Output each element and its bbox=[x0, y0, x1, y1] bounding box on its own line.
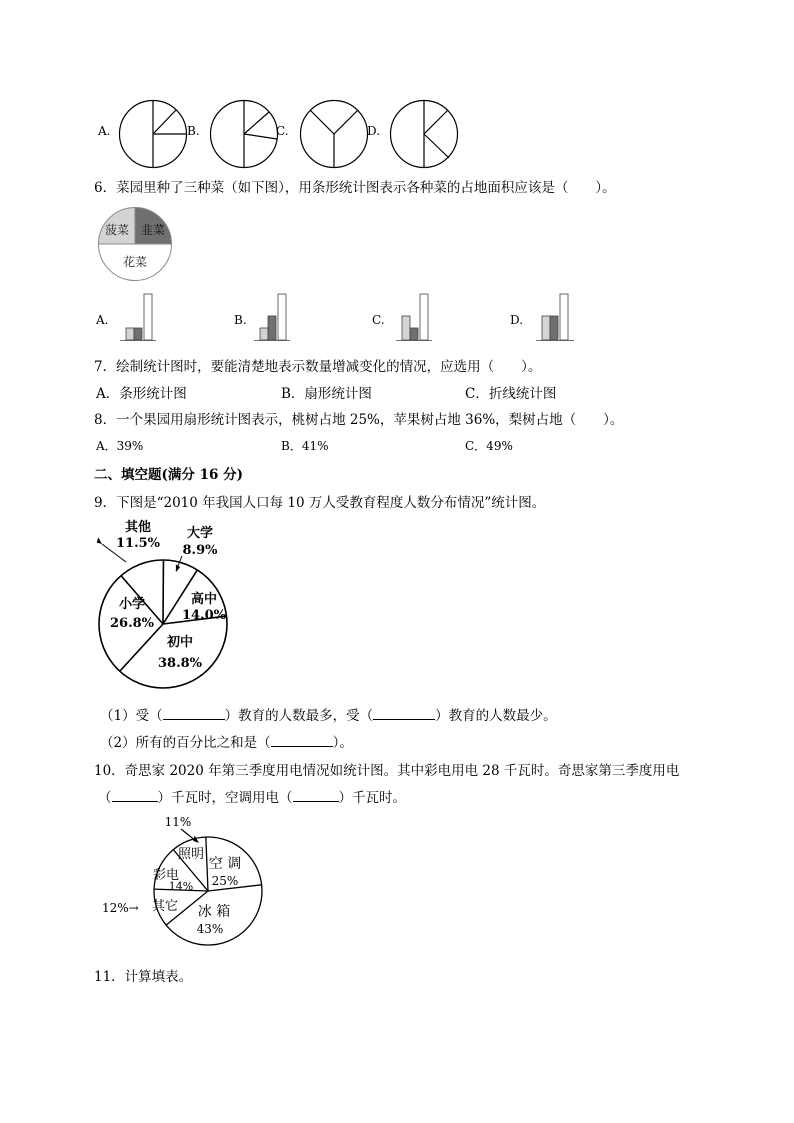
q10-line2-pre: （ bbox=[98, 790, 112, 806]
q6-option-d-bars bbox=[536, 290, 578, 342]
q6-option-c-label: C. bbox=[372, 313, 385, 327]
section-title: 二、填空题(满分 16 分) bbox=[94, 467, 243, 483]
q5-option-d-pie bbox=[389, 99, 459, 169]
q6-option-b-label: B. bbox=[234, 313, 247, 327]
q7-option-c: C．折线统计图 bbox=[465, 386, 557, 402]
q11-stem: 11．计算填表。 bbox=[94, 969, 193, 985]
q10-line2 bbox=[98, 786, 406, 806]
q9-label-middle-name: 初中 bbox=[166, 635, 194, 650]
q5-option-b-pie bbox=[209, 99, 279, 169]
q8-option-a: A．39% bbox=[96, 439, 144, 453]
q7-option-b: B．扇形统计图 bbox=[281, 386, 372, 402]
q9-sub2-post: ）。 bbox=[332, 735, 353, 751]
pie-label-cauliflower: 花菜 bbox=[122, 255, 148, 269]
q10-label-fridge-value: 43% bbox=[196, 922, 224, 936]
q10-arrow-label-11: 11% bbox=[164, 815, 192, 829]
q9-label-highschool-name: 高中 bbox=[190, 592, 218, 607]
q9-sub2 bbox=[100, 731, 353, 751]
q9-blank-least[interactable] bbox=[373, 719, 435, 720]
q10-label-tv-value: 14% bbox=[168, 880, 194, 893]
q9-sub1-pre: （1）受（ bbox=[100, 708, 163, 724]
q7-option-a: A．条形统计图 bbox=[96, 386, 187, 402]
q6-stem: 6．菜园里种了三种菜（如下图），用条形统计图表示各种菜的占地面积应该是（ ）。 bbox=[94, 180, 616, 196]
q10-label-lighting: 照明 bbox=[177, 847, 205, 862]
q9-stem: 9．下图是“2010 年我国人口每 10 万人受教育程度人数分布情况”统计图。 bbox=[94, 495, 546, 511]
q9-sub1-post: ）教育的人数最少。 bbox=[435, 708, 557, 724]
q9-education-pie bbox=[96, 516, 236, 694]
q9-sub1-mid: ）教育的人数最多，受（ bbox=[224, 708, 374, 724]
q10-line2-post: ）千瓦时。 bbox=[338, 790, 406, 806]
q7-stem: 7．绘制统计图时，要能清楚地表示数量增减变化的情况，应选用（ ）。 bbox=[94, 359, 542, 375]
pie-label-spinach: 菠菜 bbox=[104, 223, 130, 237]
q5-option-b-label: B. bbox=[187, 124, 200, 138]
q5-option-a-pie bbox=[118, 99, 188, 169]
q9-label-middle-value: 38.8% bbox=[157, 656, 203, 671]
q10-label-other: 其它 bbox=[151, 899, 179, 914]
q9-sub2-pre: （2）所有的百分比之和是（ bbox=[100, 735, 271, 751]
q9-label-primary-value: 26.8% bbox=[109, 616, 155, 631]
q10-electricity-pie bbox=[98, 812, 268, 956]
q9-label-college-value: 8.9% bbox=[182, 543, 218, 558]
q5-option-a-label: A. bbox=[98, 124, 111, 138]
q9-label-other-name: 其他 bbox=[124, 520, 152, 535]
q10-arrow-label-12: 12%→ bbox=[102, 901, 139, 915]
q9-label-college-name: 大学 bbox=[186, 526, 214, 541]
q9-label-primary-name: 小学 bbox=[118, 597, 146, 612]
q6-option-d-label: D. bbox=[510, 313, 524, 327]
q10-label-ac-value: 25% bbox=[211, 874, 239, 888]
pie-label-leek: 韭菜 bbox=[140, 223, 166, 237]
q5-option-c-pie bbox=[299, 99, 369, 169]
q8-stem: 8．一个果园用扇形统计图表示，桃树占地 25%，苹果树占地 36%，梨树占地（ ）。 bbox=[94, 412, 624, 428]
q10-line2-mid: ）千瓦时，空调用电（ bbox=[157, 790, 293, 806]
q9-label-highschool-value: 14.0% bbox=[181, 608, 227, 623]
q5-option-d-label: D. bbox=[367, 124, 381, 138]
q10-line1: 10．奇思家 2020 年第三季度用电情况如统计图。其中彩电用电 28 千瓦时。奇思家第三季度用电 bbox=[94, 763, 680, 779]
q9-blank-most[interactable] bbox=[163, 719, 225, 720]
q10-label-ac-name: 空 调 bbox=[208, 856, 242, 872]
q6-option-a-label: A. bbox=[96, 313, 109, 327]
q10-label-fridge-name: 冰 箱 bbox=[197, 904, 231, 920]
q10-label-tv-name: 彩电 bbox=[152, 868, 180, 883]
q6-option-b-bars bbox=[254, 290, 294, 342]
q5-option-c-label: C. bbox=[276, 124, 289, 138]
q10-blank-ac[interactable] bbox=[293, 801, 339, 802]
q8-option-b: B．41% bbox=[281, 439, 329, 453]
q10-blank-total[interactable] bbox=[112, 801, 158, 802]
q9-sub1 bbox=[100, 704, 557, 724]
q6-option-a-bars bbox=[118, 290, 158, 342]
q9-label-other-value: 11.5% bbox=[115, 536, 161, 551]
q9-blank-sum[interactable] bbox=[271, 746, 333, 747]
q6-vegetable-pie bbox=[97, 206, 173, 282]
q8-option-c: C．49% bbox=[465, 439, 513, 453]
q6-option-c-bars bbox=[396, 290, 436, 342]
